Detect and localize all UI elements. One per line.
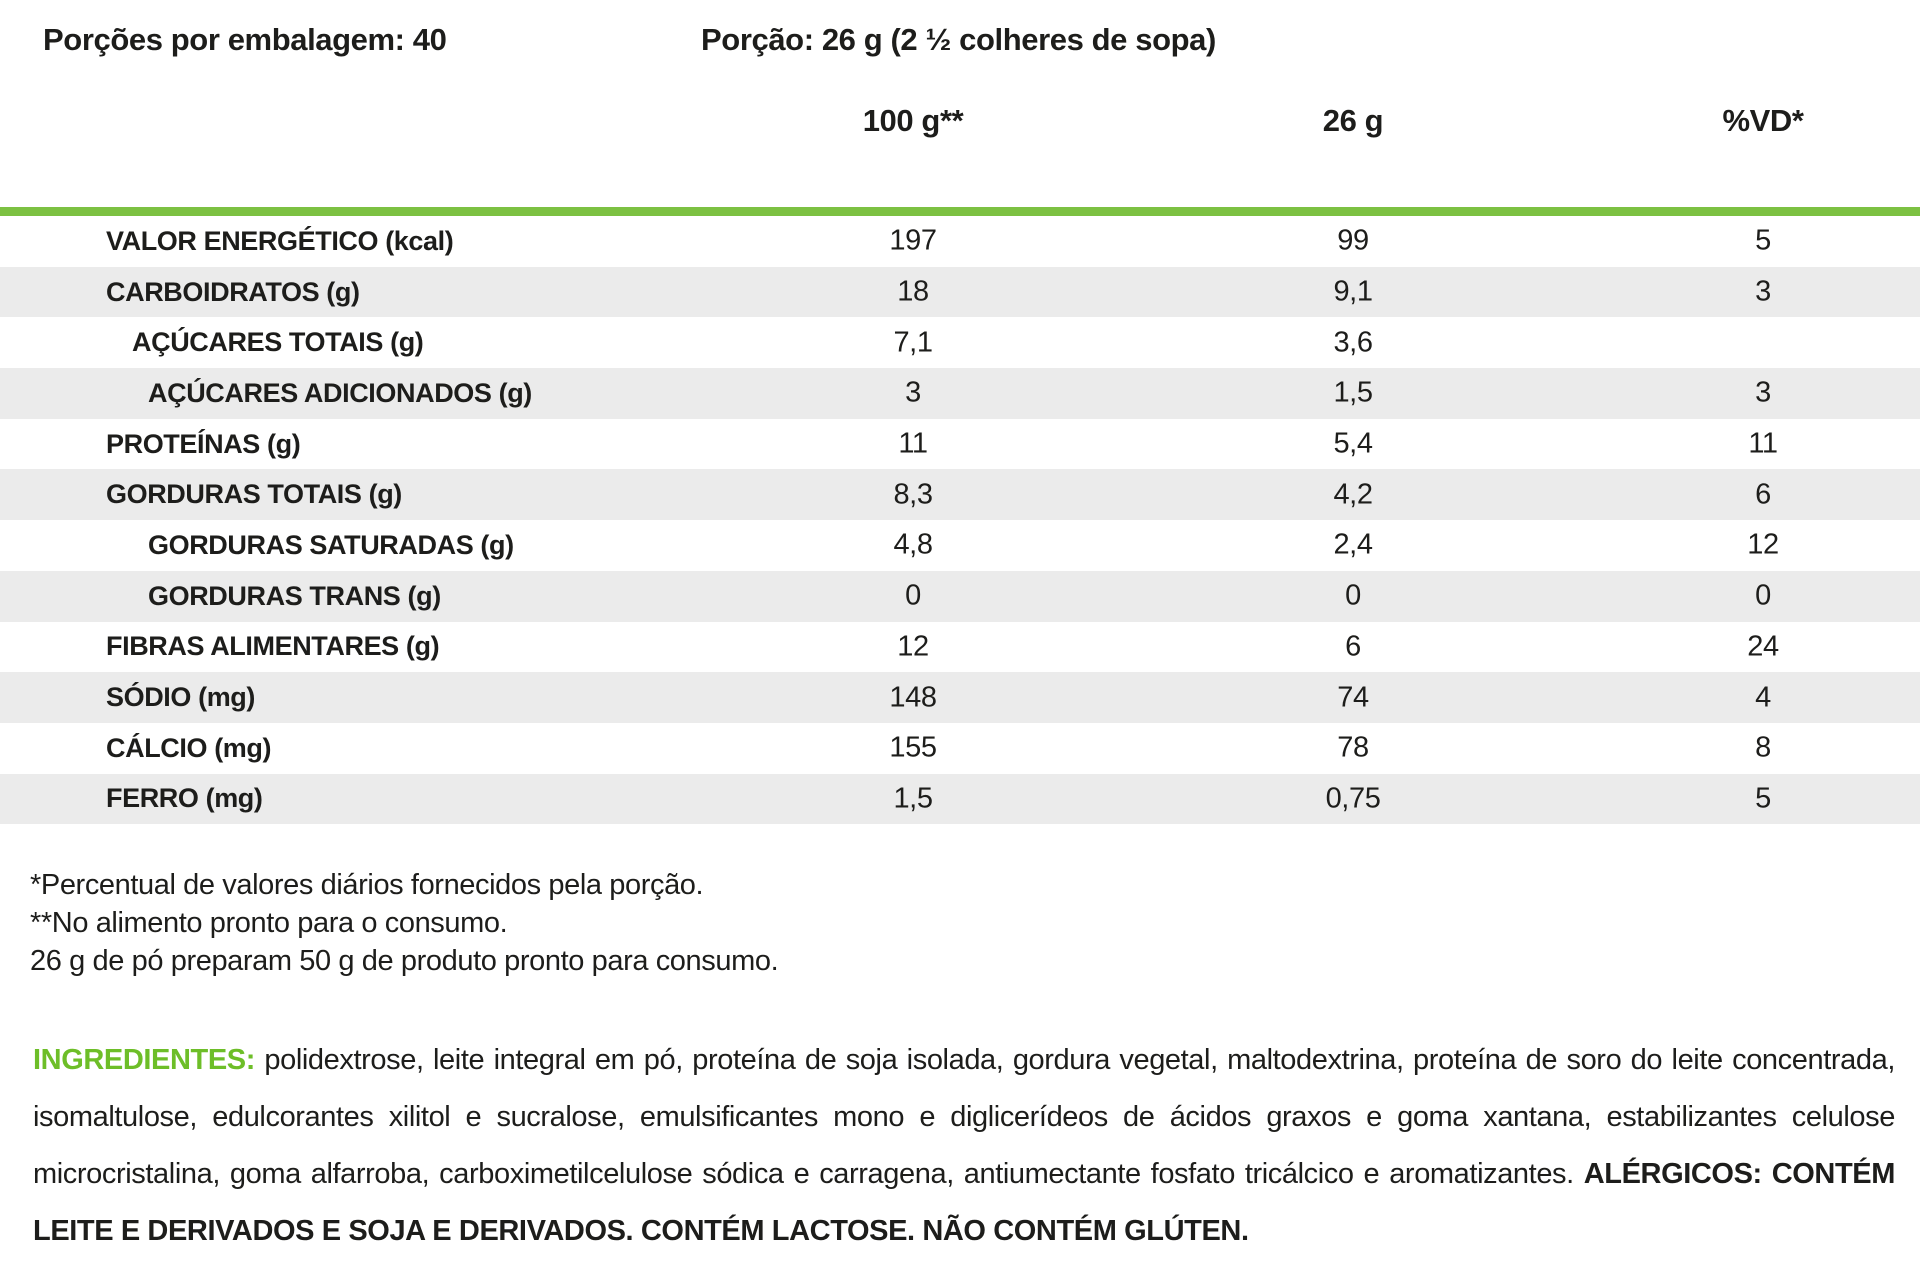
value-serving: 3,6 bbox=[1333, 326, 1373, 359]
value-100g: 1,5 bbox=[893, 782, 933, 815]
value-vd: 4 bbox=[1755, 681, 1771, 714]
table-row bbox=[0, 622, 1920, 673]
nutrition-table bbox=[0, 216, 1920, 824]
nutrient-label: SÓDIO (mg) bbox=[106, 682, 255, 713]
table-row bbox=[0, 571, 1920, 622]
value-100g: 18 bbox=[897, 275, 929, 308]
value-vd: 12 bbox=[1747, 528, 1779, 561]
value-vd: 6 bbox=[1755, 478, 1771, 511]
value-vd: 0 bbox=[1755, 579, 1771, 612]
table-row bbox=[0, 469, 1920, 520]
nutrient-label: AÇÚCARES TOTAIS (g) bbox=[132, 327, 424, 358]
nutrient-label: GORDURAS TRANS (g) bbox=[148, 580, 441, 611]
value-100g: 12 bbox=[897, 630, 929, 663]
value-100g: 7,1 bbox=[893, 326, 933, 359]
table-row bbox=[0, 723, 1920, 774]
footnote-line: 26 g de pó preparam 50 g de produto pronto para consumo. bbox=[30, 945, 779, 977]
ingredients-paragraph bbox=[33, 1032, 1895, 1260]
nutrient-label: PROTEÍNAS (g) bbox=[106, 428, 301, 459]
table-row bbox=[0, 672, 1920, 723]
nutrient-label: AÇÚCARES ADICIONADOS (g) bbox=[148, 377, 532, 408]
value-serving: 0 bbox=[1345, 579, 1361, 612]
value-100g: 11 bbox=[898, 427, 928, 460]
value-serving: 6 bbox=[1345, 630, 1361, 663]
table-row bbox=[0, 216, 1920, 267]
value-vd: 3 bbox=[1755, 275, 1771, 308]
value-vd: 24 bbox=[1747, 630, 1779, 663]
nutrient-label: VALOR ENERGÉTICO (kcal) bbox=[106, 225, 454, 256]
table-row bbox=[0, 419, 1920, 470]
value-serving: 1,5 bbox=[1333, 376, 1373, 409]
value-100g: 8,3 bbox=[893, 478, 933, 511]
table-row bbox=[0, 368, 1920, 419]
footnote-line: *Percentual de valores diários fornecidos pela porção. bbox=[30, 869, 704, 901]
column-header-26g: 26 g bbox=[1322, 103, 1384, 138]
column-header-vd: %VD* bbox=[1722, 103, 1804, 138]
table-row bbox=[0, 267, 1920, 318]
value-vd: 5 bbox=[1755, 224, 1771, 257]
value-vd: 8 bbox=[1755, 731, 1771, 764]
table-row bbox=[0, 317, 1920, 368]
servings-per-package: Porções por embalagem: 40 bbox=[43, 22, 447, 57]
nutrient-label: GORDURAS SATURADAS (g) bbox=[148, 529, 514, 560]
nutrient-label: CÁLCIO (mg) bbox=[106, 732, 272, 763]
serving-size: Porção: 26 g (2 ½ colheres de sopa) bbox=[701, 22, 1216, 57]
ingredients-label: INGREDIENTES: bbox=[33, 1044, 255, 1076]
table-row bbox=[0, 774, 1920, 825]
column-header-100g: 100 g** bbox=[862, 103, 964, 138]
footnote-line: **No alimento pronto para o consumo. bbox=[30, 907, 508, 939]
value-serving: 2,4 bbox=[1333, 528, 1373, 561]
value-vd: 5 bbox=[1755, 782, 1771, 815]
value-100g: 4,8 bbox=[893, 528, 933, 561]
value-serving: 0,75 bbox=[1325, 782, 1381, 815]
nutrient-label: GORDURAS TOTAIS (g) bbox=[106, 479, 402, 510]
column-headers bbox=[0, 103, 1920, 145]
value-100g: 0 bbox=[905, 579, 921, 612]
value-100g: 155 bbox=[889, 731, 937, 764]
value-serving: 99 bbox=[1337, 224, 1369, 257]
value-100g: 3 bbox=[905, 376, 921, 409]
value-serving: 74 bbox=[1337, 681, 1369, 714]
value-serving: 5,4 bbox=[1333, 427, 1373, 460]
nutrient-label: FIBRAS ALIMENTARES (g) bbox=[106, 631, 440, 662]
green-divider-bar bbox=[0, 207, 1920, 216]
value-100g: 148 bbox=[889, 681, 937, 714]
serving-info bbox=[0, 22, 1920, 62]
value-vd: 3 bbox=[1755, 376, 1771, 409]
value-serving: 9,1 bbox=[1333, 275, 1373, 308]
value-100g: 197 bbox=[889, 224, 937, 257]
value-vd: 11 bbox=[1748, 427, 1778, 460]
value-serving: 78 bbox=[1337, 731, 1369, 764]
nutrient-label: FERRO (mg) bbox=[106, 783, 263, 814]
value-serving: 4,2 bbox=[1333, 478, 1373, 511]
allergens-statement: ALÉRGICOS: CONTÉM LEITE E DERIVADOS E SOJA E DERIVADOS. CONTÉM LACTOSE. NÃO CONTÉM GLÚTEN. bbox=[33, 1158, 1895, 1247]
table-row bbox=[0, 520, 1920, 571]
ingredients-text: polidextrose, leite integral em pó, proteína de soja isolada, gordura vegetal, maltodextrina, proteína de soro do leite concentrada, isomaltulose, edulcorantes xilitol e sucralose, emulsificantes mono e diglicerídeos de ácidos graxos e goma xantana, estabilizantes celulose microcristalina, goma alfarroba, carboximetilcelulose sódica e carragena, antiumectante fosfato tricálcico e aromatizantes. bbox=[33, 1044, 1895, 1190]
footnotes bbox=[30, 866, 1630, 980]
nutrient-label: CARBOIDRATOS (g) bbox=[106, 276, 360, 307]
